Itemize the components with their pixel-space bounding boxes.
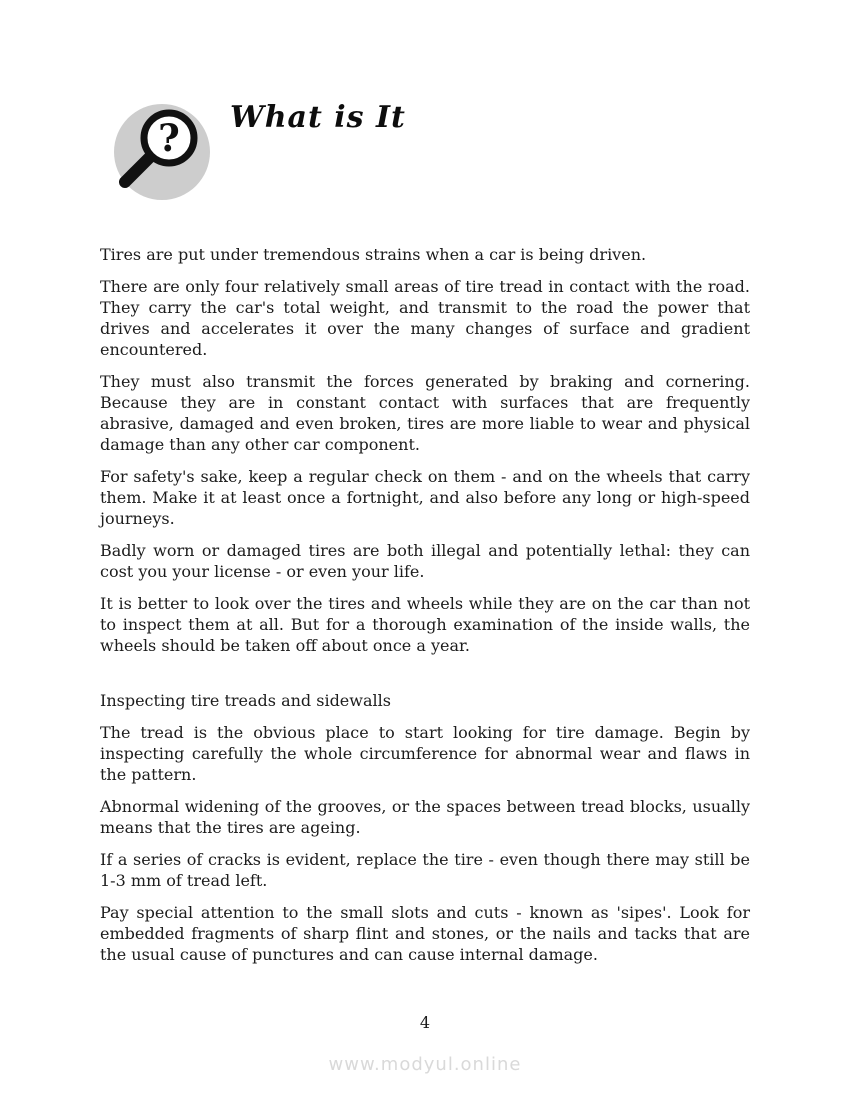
page-number: 4 xyxy=(419,1013,431,1032)
paragraph-section-3: If a series of cracks is evident, replace the tire - even though there may still be 1-3 mm of tread left. xyxy=(100,850,750,890)
paragraph-section-2: Abnormal widening of the grooves, or the spaces between tread blocks, usually means that the tires are ageing. xyxy=(100,797,750,837)
paragraph-intro-3: They must also transmit the forces generated by braking and cornering. Because they are in constant contact with surfaces that are frequently abrasive, damaged and even broken, tires are more liable to wear and physical damage than any other car component. xyxy=(100,372,750,454)
magnifier-question-icon xyxy=(112,102,212,202)
paragraph-intro-4: For safety's sake, keep a regular check on them - and on the wheels that carry them. Make it at least once a fortnight, and also before any long or high-speed journeys. xyxy=(100,467,750,528)
paragraph-section-1: The tread is the obvious place to start looking for tire damage. Begin by inspecting carefully the whole circumference for abnormal wear and flaws in the pattern. xyxy=(100,723,750,784)
page-title: What is It xyxy=(230,100,406,135)
paragraph-intro-2: There are only four relatively small areas of tire tread in contact with the road. They carry the car's total weight, and transmit to the road the power that drives and accelerates it over the many changes of surface and gradient encountered. xyxy=(100,277,750,359)
paragraph-section-4: Pay special attention to the small slots and cuts - known as 'sipes'. Look for embedded fragments of sharp flint and stones, or the nails and tacks that are the usual cause of punctures and can cause internal damage. xyxy=(100,903,750,964)
section-heading-inspecting-treads: Inspecting tire treads and sidewalls xyxy=(100,691,391,710)
paragraph-intro-6: It is better to look over the tires and wheels while they are on the car than not to inspect them at all. But for a thorough examination of the inside walls, the wheels should be taken off about once a year. xyxy=(100,594,750,655)
question-mark-glyph: ? xyxy=(158,116,180,160)
watermark-text: www.modyul.online xyxy=(328,1054,522,1075)
body-content xyxy=(100,244,750,976)
magnifier-question-icon-svg xyxy=(112,102,212,202)
paragraph-intro-1: Tires are put under tremendous strains when a car is being driven. xyxy=(100,245,647,264)
paragraph-intro-5: Badly worn or damaged tires are both illegal and potentially lethal: they can cost you your license - or even your life. xyxy=(100,541,750,581)
